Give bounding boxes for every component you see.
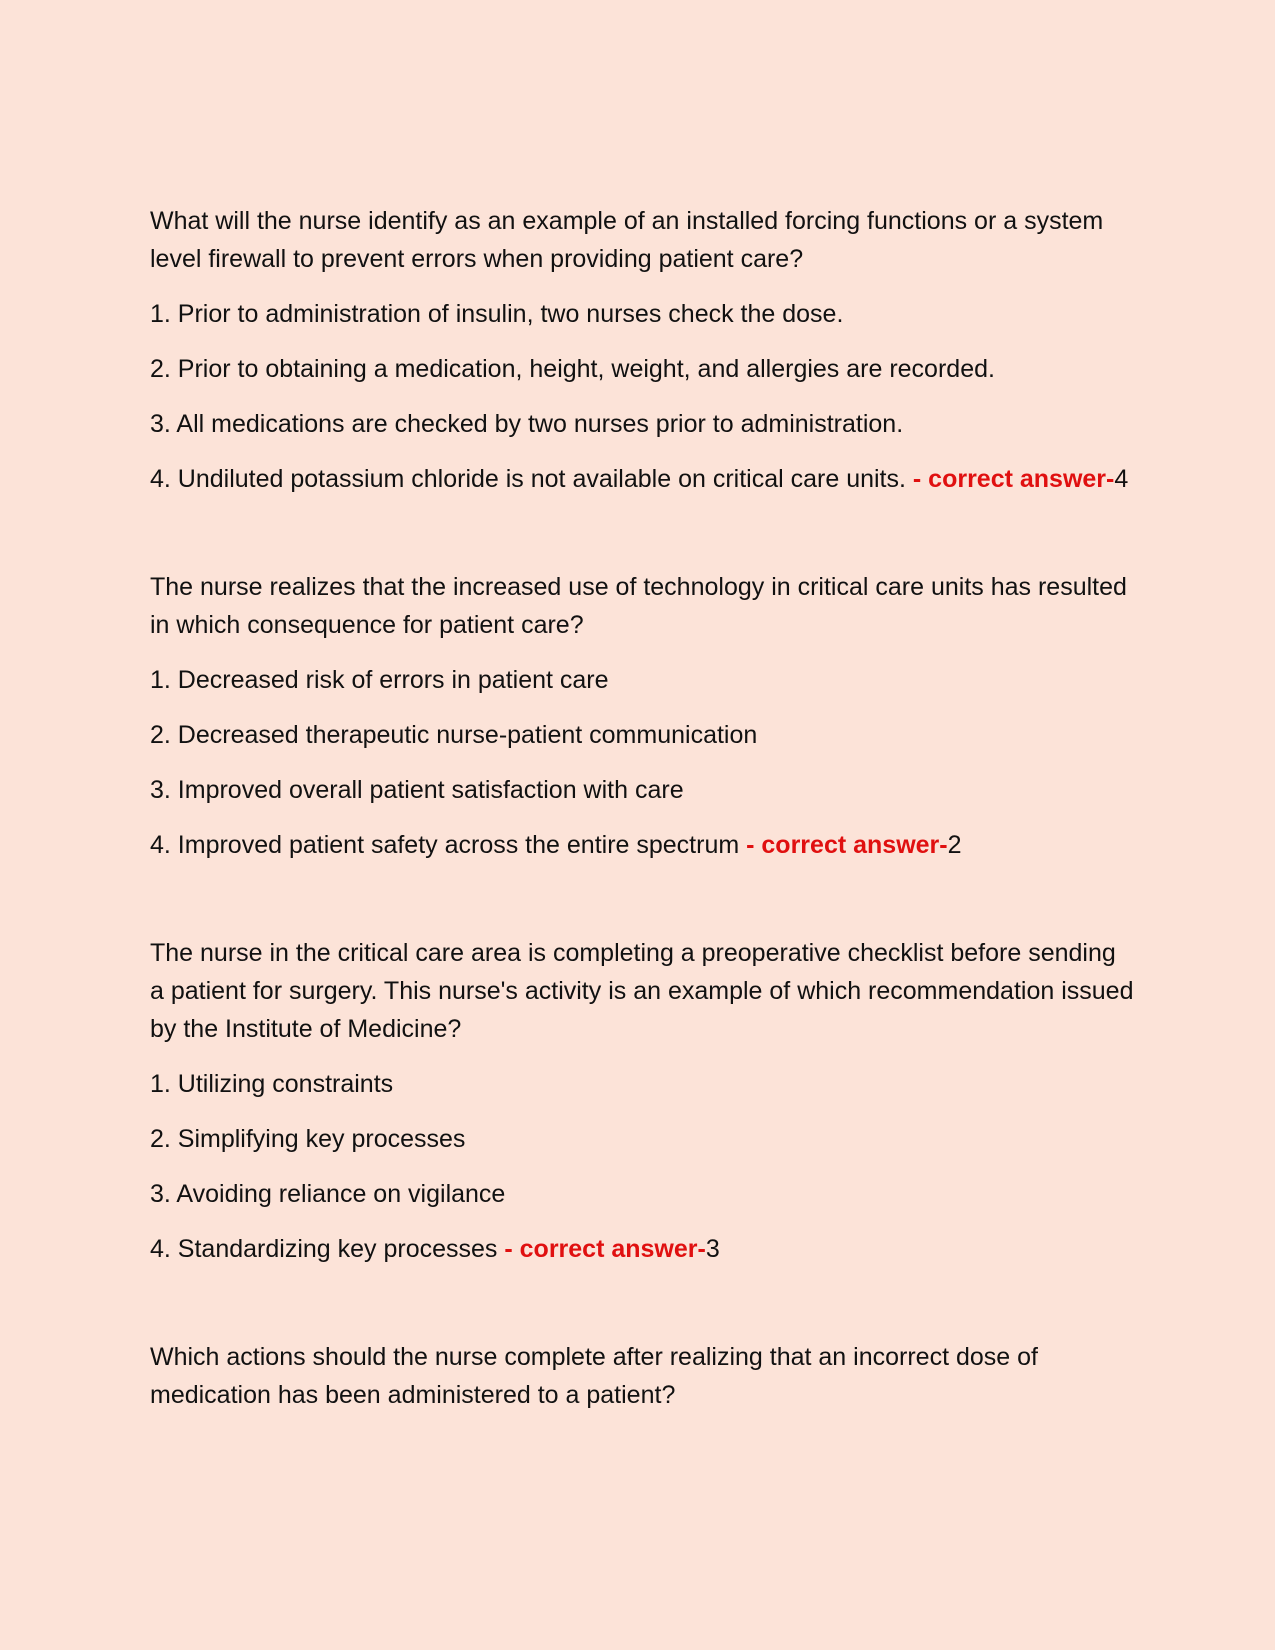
option-2: 2. Simplifying key processes <box>150 1125 466 1153</box>
option-3: 3. Avoiding reliance on vigilance <box>150 1180 506 1208</box>
correct-answer-label: - correct answer- <box>905 465 1115 493</box>
question-block-4 <box>150 1338 1135 1414</box>
correct-answer-value: 3 <box>705 1235 720 1263</box>
correct-answer-value: 4 <box>1114 465 1129 493</box>
option-1: 1. Prior to administration of insulin, two nurses check the dose. <box>150 300 844 328</box>
option-3: 3. Improved overall patient satisfaction with care <box>150 776 684 804</box>
correct-answer-value: 2 <box>947 831 962 859</box>
option-4-with-answer <box>150 460 1135 498</box>
question-text: What will the nurse identify as an example of an installed forcing functions or a system level firewall to prevent errors when providing patient care? <box>150 207 1104 273</box>
option-4: 4. Improved patient safety across the entire spectrum <box>150 831 740 859</box>
question-text: Which actions should the nurse complete after realizing that an incorrect dose of medication has been administered to a patient? <box>150 1343 1038 1409</box>
option-4: 4. Undiluted potassium chloride is not available on critical care units. <box>150 465 906 493</box>
question-text: The nurse in the critical care area is completing a preoperative checklist before sending a patient for surgery. This nurse's activity is an example of which recommendation issued by the Institute of Medicine? <box>150 939 1134 1043</box>
document-page <box>150 202 1135 1431</box>
option-4-with-answer <box>150 1230 1135 1268</box>
option-2: 2. Prior to obtaining a medication, height, weight, and allergies are recorded. <box>150 355 995 383</box>
question-block-1 <box>150 202 1135 498</box>
correct-answer-label: - correct answer- <box>739 831 948 859</box>
option-2: 2. Decreased therapeutic nurse-patient communication <box>150 721 758 749</box>
question-text: The nurse realizes that the increased use of technology in critical care units has resulted in which consequence for patient care? <box>150 573 1127 639</box>
option-3: 3. All medications are checked by two nurses prior to administration. <box>150 410 904 438</box>
question-block-3 <box>150 934 1135 1268</box>
option-4-with-answer <box>150 826 1135 864</box>
question-block-2 <box>150 568 1135 864</box>
option-1: 1. Decreased risk of errors in patient care <box>150 666 609 694</box>
option-1: 1. Utilizing constraints <box>150 1070 394 1098</box>
correct-answer-label: - correct answer- <box>497 1235 706 1263</box>
option-4: 4. Standardizing key processes <box>150 1235 498 1263</box>
